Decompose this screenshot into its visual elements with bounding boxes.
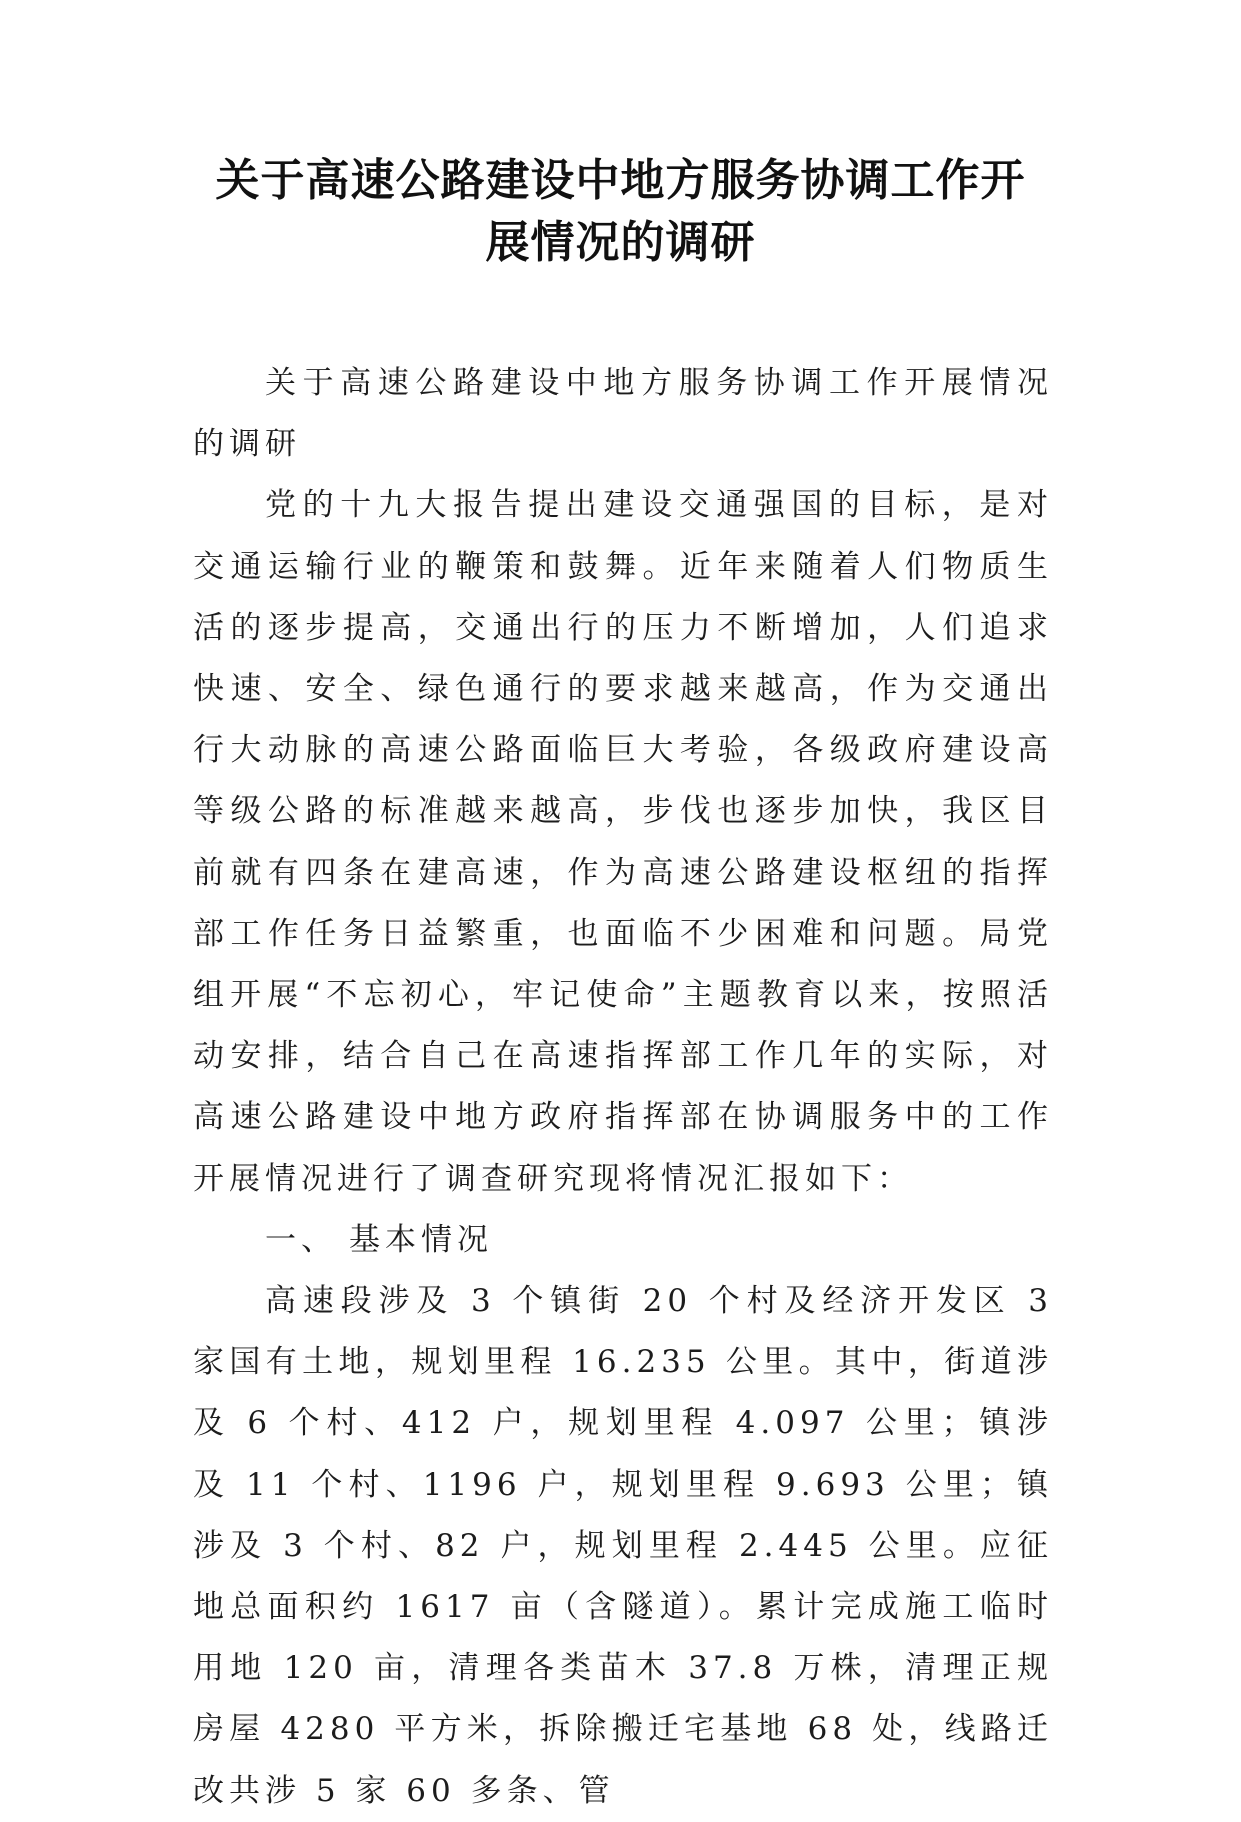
document-body (193, 353, 1053, 1822)
title-line-1: 关于高速公路建设中地方服务协调工作开 (215, 155, 1026, 206)
basic-situation-paragraph: 高速段涉及 3 个镇街 20 个村及经济开发区 3 家国有土地，规划里程 16.235 公里。其中，街道涉及 6 个村、412 户，规划里程 4.097 公里；镇涉及 11 个村、1196 户，规划里程 9.693 公里；镇涉及 3 个村、82 户，规划里程 2.445 公里。应征地总面积约 1617 亩（含隧道）。累计完成施工临时用地 120 亩，清理各类苗木 37.8 万株，清理正规房屋 4280 平方米，拆除搬迁宅基地 68 处，线路迁改共涉 5 家 60 多条、管 (193, 1283, 1053, 1809)
title-line-2: 展情况的调研 (485, 217, 756, 268)
subtitle-paragraph: 关于高速公路建设中地方服务协调工作开展情况的调研 (193, 365, 1053, 463)
intro-paragraph: 党的十九大报告提出建设交通强国的目标，是对交通运输行业的鞭策和鼓舞。近年来随着人们物质生活的逐步提高，交通出行的压力不断增加，人们追求快速、安全、绿色通行的要求越来越高，作为交通出行大动脉的高速公路面临巨大考验，各级政府建设高等级公路的标准越来越高，步伐也逐步加快，我区目前就有四条在建高速，作为高速公路建设枢纽的指挥部工作任务日益繁重，也面临不少困难和问题。局党组开展“不忘初心，牢记使命”主题教育以来，按照活动安排，结合自己在高速指挥部工作几年的实际，对高速公路建设中地方政府指挥部在协调服务中的工作开展情况进行了调查研究现将情况汇报如下： (193, 487, 1053, 1197)
section-number: 一、 (265, 1221, 337, 1258)
section-title: 基本情况 (349, 1221, 493, 1258)
document-title (150, 150, 1091, 274)
section-heading (193, 1210, 1053, 1271)
